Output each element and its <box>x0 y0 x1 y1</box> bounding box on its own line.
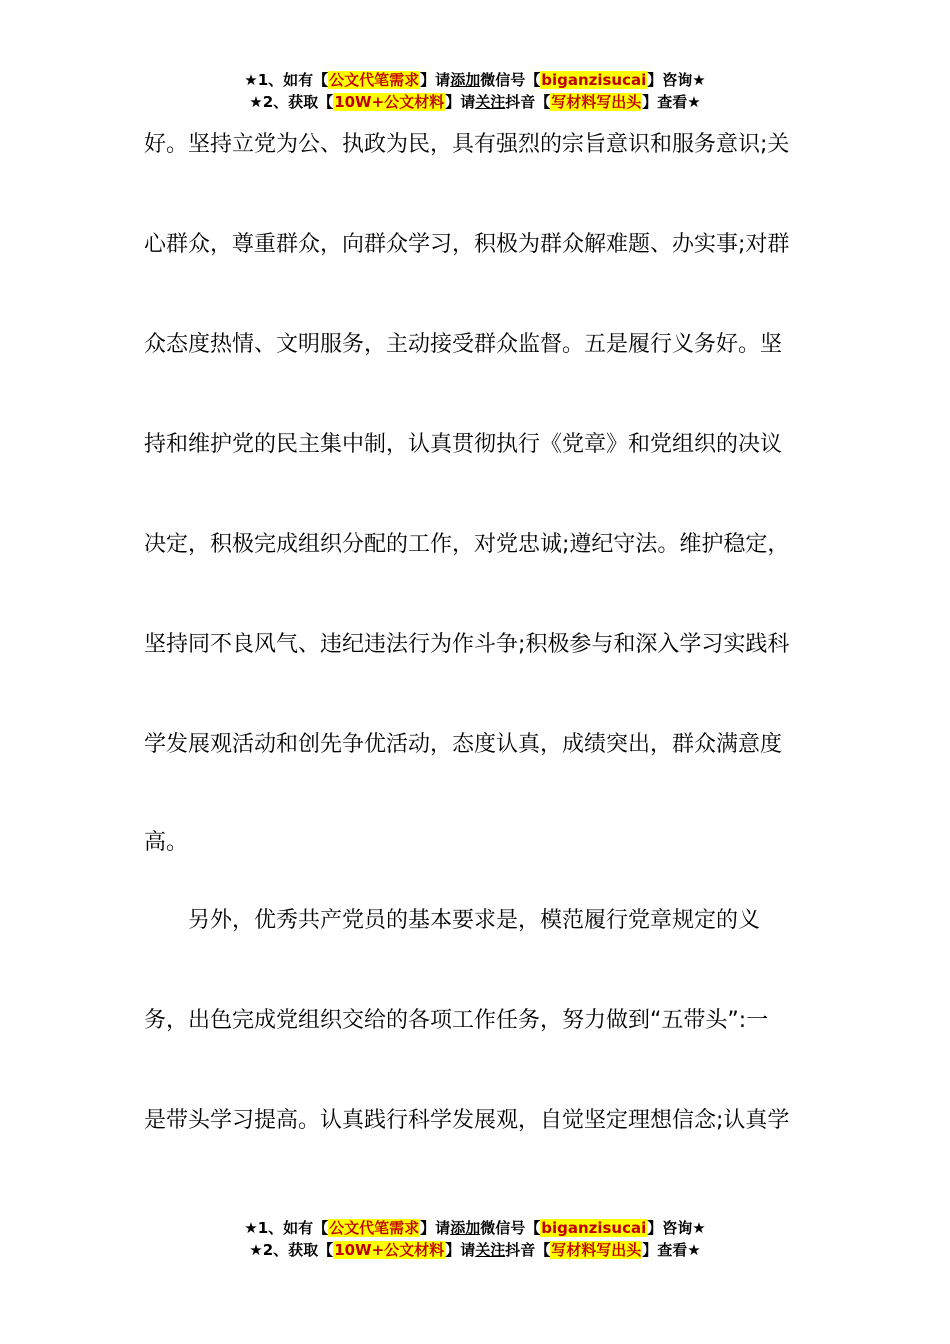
body-line: 学发展观活动和创先争优活动，态度认真，成绩突出，群众满意度 <box>144 732 783 757</box>
banner-underline: 关注 <box>475 93 506 111</box>
banner-line-2 <box>0 91 950 113</box>
banner-text: 】请 <box>445 1241 476 1259</box>
body-line: 务，出色完成党组织交给的各项工作任务，努力做到“五带头”:一 <box>144 1008 769 1033</box>
body-line: 众态度热情、文明服务，主动接受群众监督。五是履行义务好。坚 <box>144 332 783 357</box>
body-line: 好。坚持立党为公、执政为民，具有强烈的宗旨意识和服务意识;关 <box>144 132 790 157</box>
banner-text: 】请 <box>420 71 451 89</box>
footer-banner <box>0 1217 950 1261</box>
banner-text: ★2、获取【 <box>249 93 334 111</box>
banner-highlight: 10W+公文材料 <box>334 1241 445 1259</box>
banner-text: 】咨询★ <box>647 71 706 89</box>
banner-highlight: 10W+公文材料 <box>334 93 445 111</box>
body-line: 心群众，尊重群众，向群众学习，积极为群众解难题、办实事;对群 <box>144 232 790 257</box>
body-line: 另外，优秀共产党员的基本要求是，模范履行党章规定的义 <box>144 908 761 933</box>
banner-highlight: 公文代笔需求 <box>329 1219 420 1237</box>
banner-underline: 添加 <box>450 71 481 89</box>
banner-text: 微信号【 <box>480 71 541 89</box>
banner-text: 】查看★ <box>642 1241 701 1259</box>
banner-line-1 <box>0 1217 950 1239</box>
banner-text: 】查看★ <box>642 93 701 111</box>
banner-line-1 <box>0 69 950 91</box>
banner-highlight: 写材料写出头 <box>551 1241 642 1259</box>
header-banner <box>0 69 950 113</box>
body-line: 决定，积极完成组织分配的工作，对党忠诚;遵纪守法。维护稳定， <box>144 532 790 557</box>
banner-text: ★1、如有【 <box>244 1219 329 1237</box>
banner-text: 抖音【 <box>505 93 551 111</box>
banner-underline: 关注 <box>475 1241 506 1259</box>
body-line: 是带头学习提高。认真践行科学发展观，自觉坚定理想信念;认真学 <box>144 1108 790 1133</box>
banner-line-2 <box>0 1239 950 1261</box>
banner-text: 】咨询★ <box>647 1219 706 1237</box>
banner-highlight: biganzisucai <box>541 1219 647 1237</box>
banner-text: 】请 <box>445 93 476 111</box>
body-line: 高。 <box>144 830 189 855</box>
banner-highlight: 公文代笔需求 <box>329 71 420 89</box>
banner-text: 微信号【 <box>480 1219 541 1237</box>
body-line: 持和维护党的民主集中制，认真贯彻执行《党章》和党组织的决议 <box>144 432 783 457</box>
banner-text: 抖音【 <box>505 1241 551 1259</box>
banner-text: ★1、如有【 <box>244 71 329 89</box>
banner-text: 】请 <box>420 1219 451 1237</box>
banner-text: ★2、获取【 <box>249 1241 334 1259</box>
banner-highlight: 写材料写出头 <box>551 93 642 111</box>
banner-highlight: biganzisucai <box>541 71 647 89</box>
banner-underline: 添加 <box>450 1219 481 1237</box>
body-line: 坚持同不良风气、违纪违法行为作斗争;积极参与和深入学习实践科 <box>144 632 790 657</box>
